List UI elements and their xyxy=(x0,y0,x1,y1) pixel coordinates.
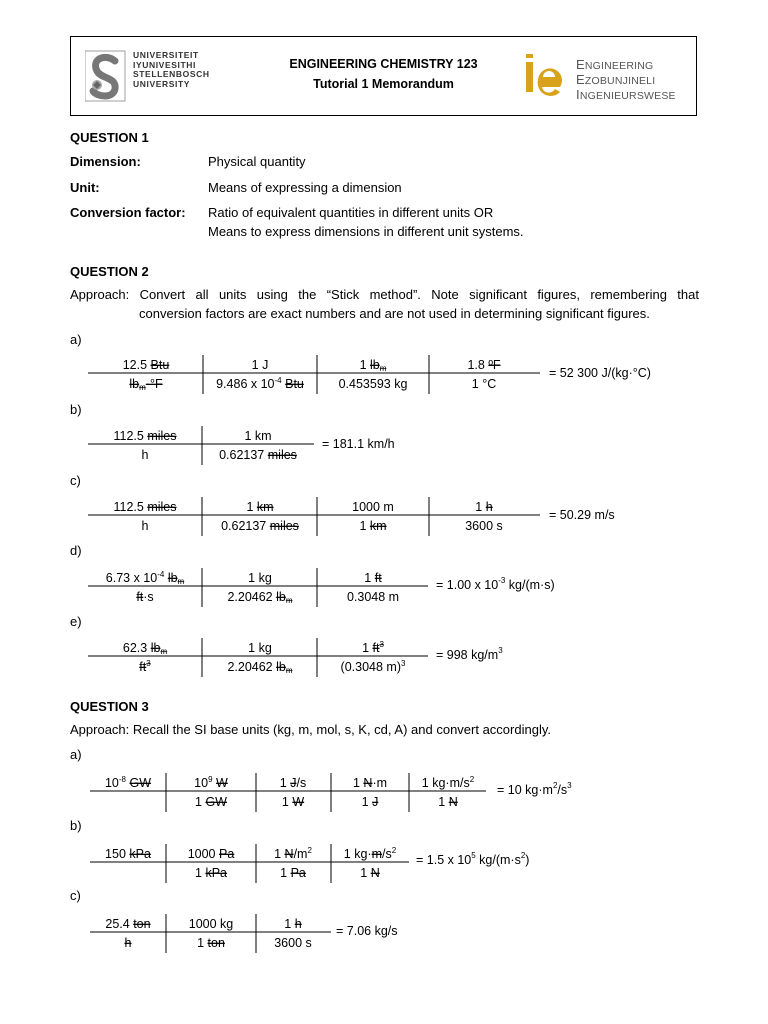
q2a-result: = 52 300 J/(kg·°C) xyxy=(549,366,651,380)
q2d-result: = 1.00 x $10^{-3}$ kg/(m·s) xyxy=(436,576,555,592)
q2b-conversion-table xyxy=(88,423,318,465)
svg-text:(0.3048 m)3: (0.3048 m)$^3$ xyxy=(340,659,406,674)
svg-text:1000 m: 1000 m xyxy=(352,500,394,514)
term-dimension: Dimension: xyxy=(70,154,141,169)
q2-approach-line2: conversion factors are exact numbers and are not used in determining significant figures. xyxy=(139,306,650,321)
svg-text:0.62137 miles: 0.62137 miles xyxy=(219,448,297,462)
def-dimension: Physical quantity xyxy=(208,154,306,169)
svg-text:150 kPa: 150 kPa xyxy=(105,847,151,861)
question-2-heading: QUESTION 2 xyxy=(70,264,149,279)
svg-text:25.4 ton: 25.4 ton xyxy=(105,917,151,931)
term-unit: Unit: xyxy=(70,180,100,195)
svg-text:2.20462 lbm: 2.20462 lbm xyxy=(227,660,293,675)
def-conversion-factor-line2: Means to express dimensions in different unit systems. xyxy=(208,224,524,239)
q2d-conversion-table xyxy=(88,565,433,607)
svg-text:2.20462 lbm: 2.20462 lbm xyxy=(227,590,293,605)
svg-text:1 kg·m/s2: 1 $kg\cdot m/s^2$ xyxy=(343,846,397,861)
stellenbosch-logo xyxy=(85,49,245,104)
svg-text:h: h xyxy=(141,448,149,462)
q2c-result: = 50.29 m/s xyxy=(549,508,615,522)
svg-text:1 ft: 1 ft xyxy=(364,571,382,585)
ie-logo-icon xyxy=(524,50,570,96)
document-header xyxy=(70,36,697,116)
svg-text:1 h: 1 h xyxy=(284,917,302,931)
svg-text:1000 Pa: 1000 Pa xyxy=(187,847,235,861)
faculty-name: ENGINEERING EZOBUNJINELI INGENIEURSWESE xyxy=(576,57,676,102)
svg-text:10-8 GW: $10^{-8}$ GW xyxy=(104,775,152,790)
svg-text:1 h: 1 h xyxy=(475,500,493,514)
q2-part-d-label: d) xyxy=(70,543,82,558)
svg-text:1.8 ºF: 1.8 ºF xyxy=(467,358,501,372)
svg-text:9.486 x 10-4 Btu: 9.486 x $10^{-4}$ Btu xyxy=(216,376,304,391)
svg-text:h: h xyxy=(124,936,132,950)
course-title: ENGINEERING CHEMISTRY 123 xyxy=(289,57,478,71)
q2c-conversion-table xyxy=(88,494,548,536)
svg-text:1000 kg: 1000 kg xyxy=(188,917,234,931)
q3a-result: = 10 $kg\cdot m^2/s^3$ xyxy=(497,781,572,797)
svg-text:1 kPa: 1 kPa xyxy=(195,866,227,880)
svg-text:3600 s: 3600 s xyxy=(274,936,312,950)
question-3-heading: QUESTION 3 xyxy=(70,699,149,714)
q3-part-b-label: b) xyxy=(70,818,82,833)
q3b-result: = 1.5 x $10^5$ $kg/(m\cdot s^2)$ xyxy=(416,851,530,867)
svg-text:1 km: 1 km xyxy=(246,500,274,514)
svg-text:ft·s: ft·s xyxy=(136,590,154,604)
svg-text:62.3 lbm: 62.3 lbm xyxy=(122,641,168,656)
q2-approach-line1: Approach: Convert all units using the “Stick method”. Note significant figures, remembering that xyxy=(70,287,699,302)
svg-text:lbm·°F: lbm·°F xyxy=(129,377,163,392)
svg-text:6.73 x 10-4 lbm: 6.73 x $10^{-4}$ lbm xyxy=(105,570,185,586)
university-crest-icon xyxy=(85,49,129,104)
svg-text:1 W: 1 W xyxy=(281,795,305,809)
svg-text:0.453593 kg: 0.453593 kg xyxy=(338,377,408,391)
svg-text:1 kg: 1 kg xyxy=(248,641,272,655)
q2-part-b-label: b) xyxy=(70,402,82,417)
svg-text:1 J/s: 1 J/s xyxy=(279,776,307,790)
svg-text:1 ton: 1 ton xyxy=(197,936,225,950)
svg-text:112.5 miles: 112.5 miles xyxy=(113,429,177,443)
svg-text:12.5 Btu: 12.5 Btu xyxy=(122,358,170,372)
q3a-conversion-table xyxy=(90,770,490,812)
svg-text:h: h xyxy=(141,519,149,533)
svg-text:1 km: 1 km xyxy=(244,429,272,443)
svg-text:1 kg·m/s2: 1 $kg\cdot m/s^2$ xyxy=(421,775,475,790)
svg-text:1 km: 1 km xyxy=(359,519,387,533)
svg-text:1 J: 1 J xyxy=(361,795,379,809)
svg-text:1 lbm: 1 lbm xyxy=(359,358,387,373)
q3-part-c-label: c) xyxy=(70,888,81,903)
q3-approach: Approach: Recall the SI base units (kg, m, mol, s, K, cd, A) and convert accordingly. xyxy=(70,722,551,737)
q2a-conversion-table xyxy=(88,352,548,394)
def-conversion-factor: Ratio of equivalent quantities in different units OR xyxy=(208,205,494,220)
svg-text:ft3: $ft^3$ xyxy=(139,659,151,674)
q3-part-a-label: a) xyxy=(70,747,82,762)
q3b-conversion-table xyxy=(90,841,410,883)
svg-text:1 Pa: 1 Pa xyxy=(280,866,306,880)
q2-part-c-label: c) xyxy=(70,473,81,488)
q2b-result: = 181.1 km/h xyxy=(322,437,395,451)
q2e-result: = 998 $kg/m^3$ xyxy=(436,646,503,662)
svg-text:1 kg: 1 kg xyxy=(248,571,272,585)
q3c-conversion-table xyxy=(90,911,335,953)
question-1-heading: QUESTION 1 xyxy=(70,130,149,145)
svg-text:112.5 miles: 112.5 miles xyxy=(113,500,177,514)
svg-text:1 ft3: 1 $ft^3$ xyxy=(362,640,384,655)
svg-text:1 N: 1 N xyxy=(438,795,458,809)
svg-text:1 J: 1 J xyxy=(251,358,269,372)
engineering-faculty-logo xyxy=(524,50,684,100)
memo-title: Tutorial 1 Memorandum xyxy=(313,77,454,91)
q2e-conversion-table xyxy=(88,635,433,677)
term-conversion-factor: Conversion factor: xyxy=(70,205,186,220)
q3c-result: = 7.06 kg/s xyxy=(336,924,398,938)
svg-text:1 GW: 1 GW xyxy=(195,795,227,809)
q2-part-a-label: a) xyxy=(70,332,82,347)
svg-text:3600 s: 3600 s xyxy=(465,519,503,533)
svg-text:1 N/m2: 1 $N/m^2$ xyxy=(274,846,312,861)
svg-text:1 N: 1 N xyxy=(360,866,380,880)
svg-text:0.62137 miles: 0.62137 miles xyxy=(221,519,299,533)
document-title-block xyxy=(251,54,516,94)
svg-text:1 °C: 1 °C xyxy=(471,377,497,391)
svg-text:1 N·m: 1 N·m xyxy=(352,776,388,790)
university-name: UNIVERSITEIT IYUNIVESITHI STELLENBOSCH UNIVERSITY xyxy=(133,50,210,89)
svg-text:0.3048 m: 0.3048 m xyxy=(346,590,400,604)
q2-part-e-label: e) xyxy=(70,614,82,629)
def-unit: Means of expressing a dimension xyxy=(208,180,402,195)
svg-text:109 W: $10^9$ W xyxy=(194,775,228,790)
